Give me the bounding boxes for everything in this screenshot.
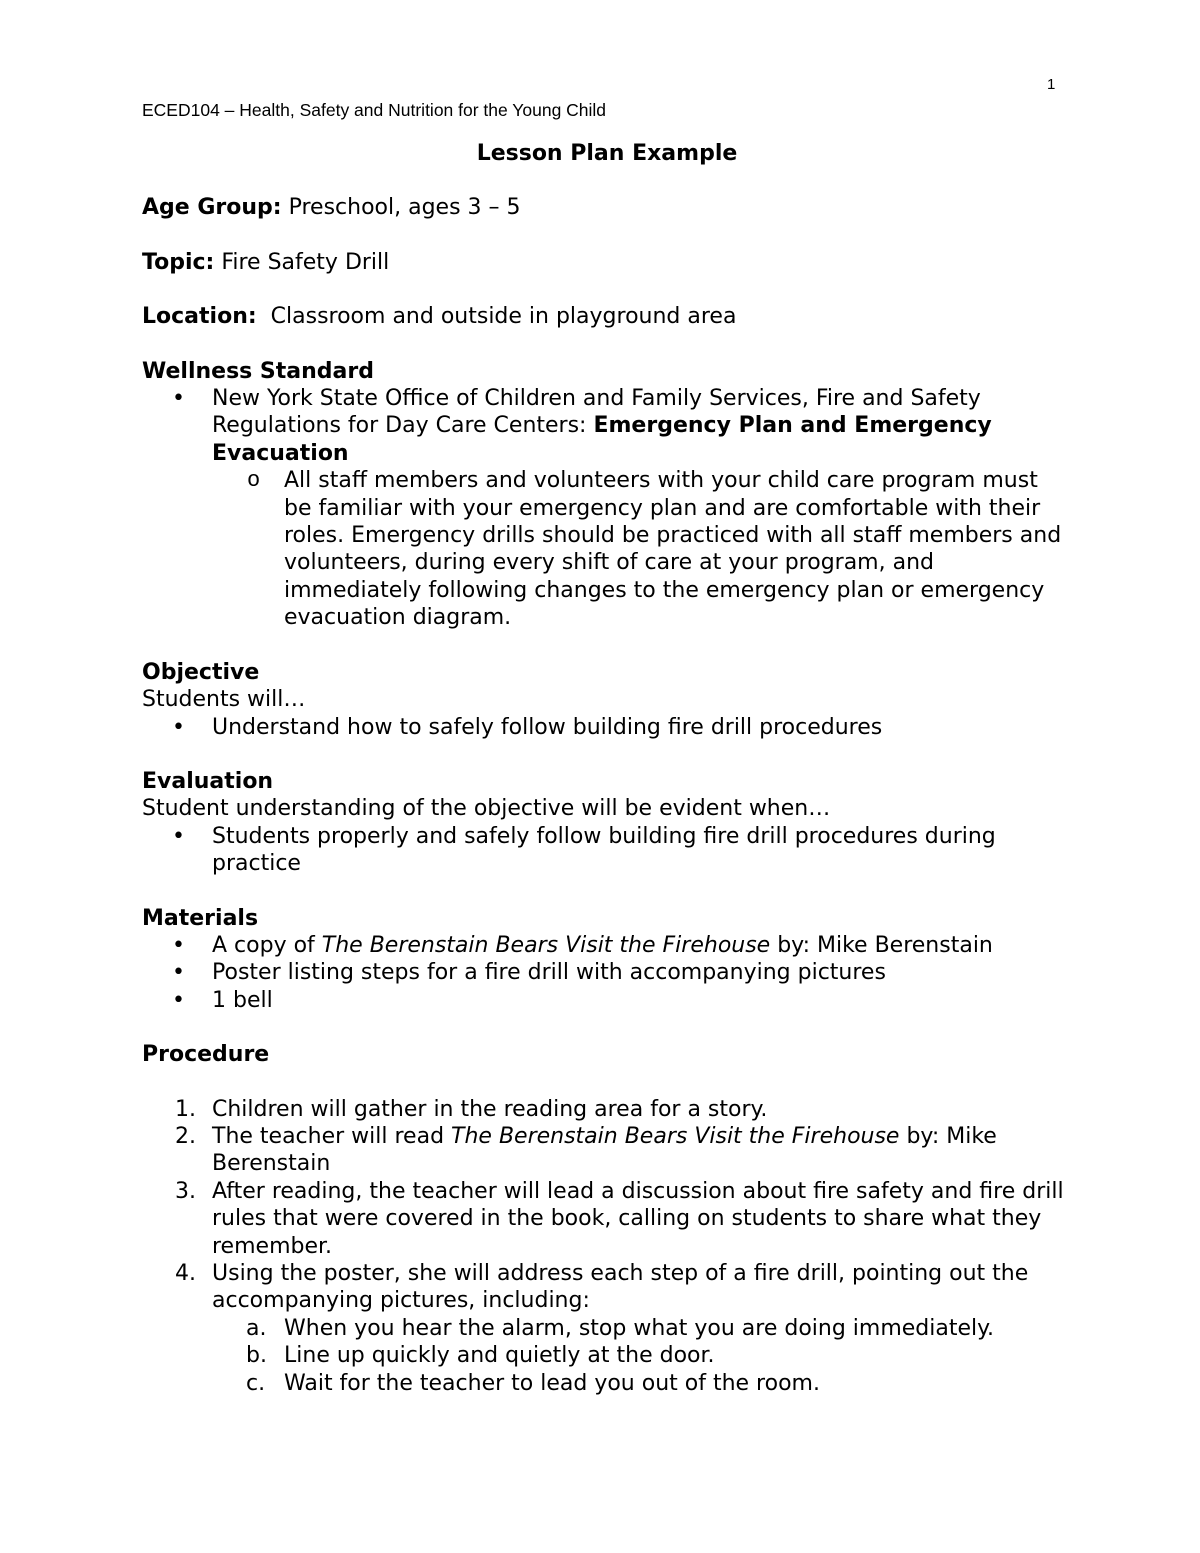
materials-item (142, 932, 1072, 959)
topic-field (142, 249, 1072, 276)
sub-step-letter: c. (246, 1370, 266, 1396)
course-header: ECED104 – Health, Safety and Nutrition for the Young Child (142, 100, 607, 120)
materials-item: • 1 bell (142, 987, 1072, 1014)
page-number: 1 (1047, 76, 1056, 93)
evaluation-intro: Student understanding of the objective will be evident when… (142, 796, 831, 822)
age-group-value: Preschool, ages 3 – 5 (288, 195, 521, 221)
materials-section (142, 905, 1072, 1015)
sub-step-text: Line up quickly and quietly at the door. (284, 1343, 715, 1369)
location-value: Classroom and outside in playground area (270, 304, 737, 330)
step-text: Using the poster, she will address each step of a fire drill, pointing out the accompanying pictures, including: (212, 1261, 1029, 1314)
materials-heading: Materials (142, 905, 259, 931)
evaluation-section (142, 768, 1072, 878)
evaluation-item: • Students properly and safely follow building fire drill procedures during practice (142, 823, 1072, 878)
step-text: After reading, the teacher will lead a discussion about fire safety and fire drill rules that were covered in the book, calling on students to share what they remember. (212, 1178, 1064, 1259)
procedure-step (142, 1178, 1072, 1260)
wellness-section (142, 358, 1072, 632)
step-text: The teacher will read (212, 1123, 452, 1149)
procedure-heading: Procedure (142, 1042, 270, 1068)
location-field (142, 303, 1072, 330)
document-body (142, 140, 1072, 1424)
materials-item1-pre: A copy of (212, 932, 322, 958)
wellness-item-bold: Emergency Plan and Emergency Evacuation (212, 413, 992, 466)
age-group-label: Age Group: (142, 195, 282, 221)
objective-item: • Understand how to safely follow building fire drill procedures (142, 714, 1072, 741)
wellness-sub-item: o All staff members and volunteers with your child care program must be familiar with your emergency plan and are comfortable with their roles. Emergency drills should be practiced with all staff members and volunteers, during every shift of care at your program, and immediately following changes to the emergency plan or emergency evacuation diagram. (212, 467, 1072, 631)
objective-intro: Students will… (142, 687, 306, 713)
age-group-field (142, 194, 1072, 221)
step-number: 1. (175, 1096, 196, 1122)
materials-item: • Poster listing steps for a fire drill with accompanying pictures (142, 959, 1072, 986)
step-number: 2. (175, 1123, 196, 1149)
objective-heading: Objective (142, 659, 260, 685)
procedure-section (142, 1041, 1072, 1397)
procedure-step (142, 1123, 1072, 1178)
objective-section (142, 659, 1072, 741)
sub-step-text: When you hear the alarm, stop what you are doing immediately. (284, 1315, 995, 1341)
sub-step-letter: b. (246, 1343, 267, 1369)
sub-step-letter: a. (246, 1315, 267, 1341)
location-label: Location: (142, 304, 257, 330)
topic-value: Fire Safety Drill (221, 249, 390, 275)
materials-item1-post: by: Mike Berenstain (770, 932, 993, 958)
step-number: 4. (175, 1261, 196, 1286)
wellness-item (142, 385, 1072, 632)
step-text-post: by: Mike Berenstain (212, 1123, 997, 1177)
wellness-item-text: New York State Office of Children and Family Services, Fire and Safety Regulations for Day Care Centers: (212, 386, 981, 439)
topic-label: Topic: (142, 249, 215, 275)
book-title: The Berenstain Bears Visit the Firehouse (451, 1123, 900, 1149)
procedure-sub-step (212, 1370, 1072, 1397)
procedure-step (142, 1260, 1072, 1397)
procedure-step (142, 1096, 1072, 1123)
procedure-sub-step (212, 1342, 1072, 1369)
document-title: Lesson Plan Example (476, 141, 738, 166)
step-number: 3. (175, 1178, 196, 1204)
step-text: Children will gather in the reading area for a story. (212, 1096, 768, 1122)
book-title: The Berenstain Bears Visit the Firehouse (321, 932, 771, 958)
evaluation-heading: Evaluation (142, 768, 274, 794)
procedure-sub-step (212, 1315, 1072, 1342)
sub-step-text: Wait for the teacher to lead you out of the room. (284, 1370, 820, 1396)
wellness-heading: Wellness Standard (142, 358, 374, 384)
